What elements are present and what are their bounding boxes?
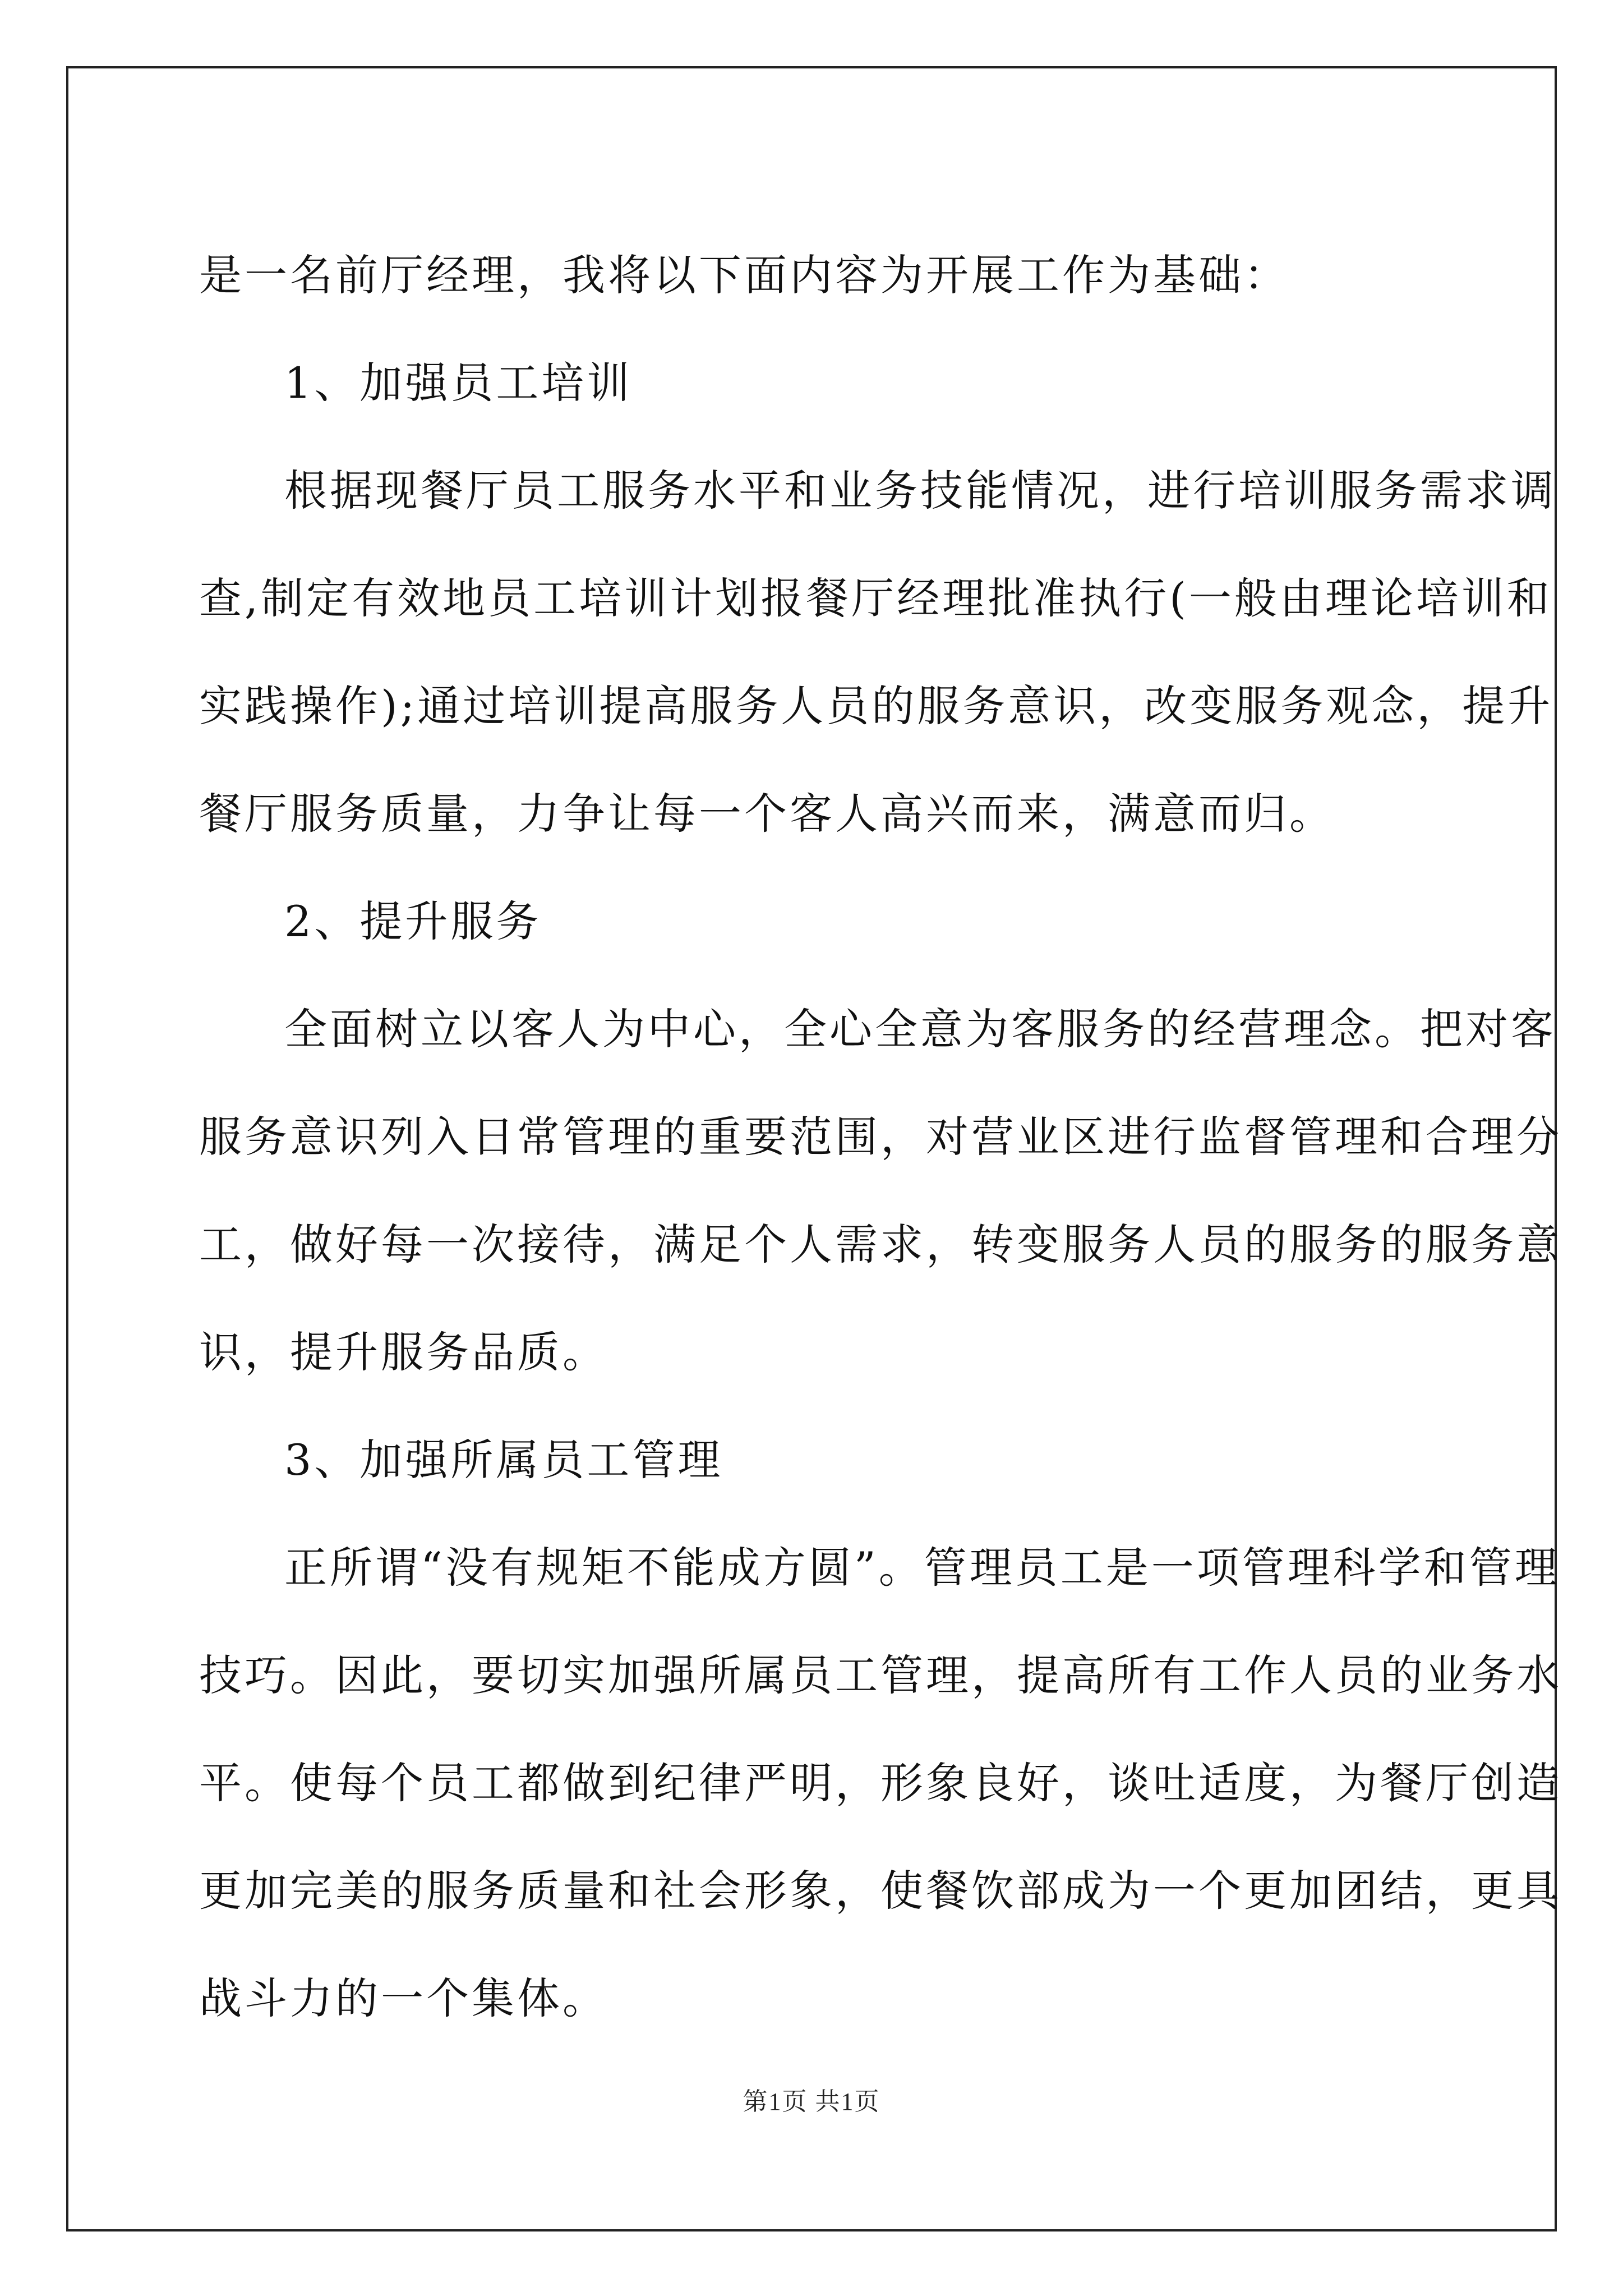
text-line-11: 识，提升服务品质。: [199, 1327, 608, 1377]
text-line-5: 实践操作);通过培训提高服务人员的服务意识，改变服务观念，提升: [199, 681, 1553, 731]
section-heading-1: 1、加强员工培训: [284, 358, 633, 408]
text-line-13: 正所谓“没有规矩不能成方圆”。管理员工是一项管理科学和管理: [284, 1543, 1560, 1593]
text-line-17: 战斗力的一个集体。: [199, 1973, 608, 2023]
section-heading-2: 2、提升服务: [284, 896, 542, 946]
section-heading-3: 3、加强所属员工管理: [284, 1435, 723, 1485]
page-footer: 第1页 共1页: [743, 2088, 880, 2115]
text-line-8: 全面树立以客人为中心，全心全意为客服务的经营理念。把对客: [284, 1004, 1556, 1054]
text-line-10: 工，做好每一次接待，满足个人需求，转变服务人员的服务的服务意: [199, 1220, 1562, 1269]
text-line-1: 是一名前厅经理，我将以下面内容为开展工作为基础：: [199, 250, 1289, 300]
text-line-16: 更加完美的服务质量和社会形象，使餐饮部成为一个更加团结，更具: [199, 1866, 1562, 1916]
text-line-6: 餐厅服务质量，力争让每一个客人高兴而来，满意而归。: [199, 789, 1335, 839]
text-line-14: 技巧。因此，要切实加强所属员工管理，提高所有工作人员的业务水: [199, 1650, 1562, 1700]
text-line-15: 平。使每个员工都做到纪律严明，形象良好，谈吐适度，为餐厅创造: [199, 1758, 1562, 1808]
text-line-4: 查,制定有效地员工培训计划报餐厅经理批准执行(一般由理论培训和: [199, 573, 1552, 623]
text-line-3: 根据现餐厅员工服务水平和业务技能情况，进行培训服务需求调: [284, 466, 1556, 516]
document-body: [199, 222, 1562, 2053]
text-line-9: 服务意识列入日常管理的重要范围，对营业区进行监督管理和合理分: [199, 1112, 1562, 1162]
